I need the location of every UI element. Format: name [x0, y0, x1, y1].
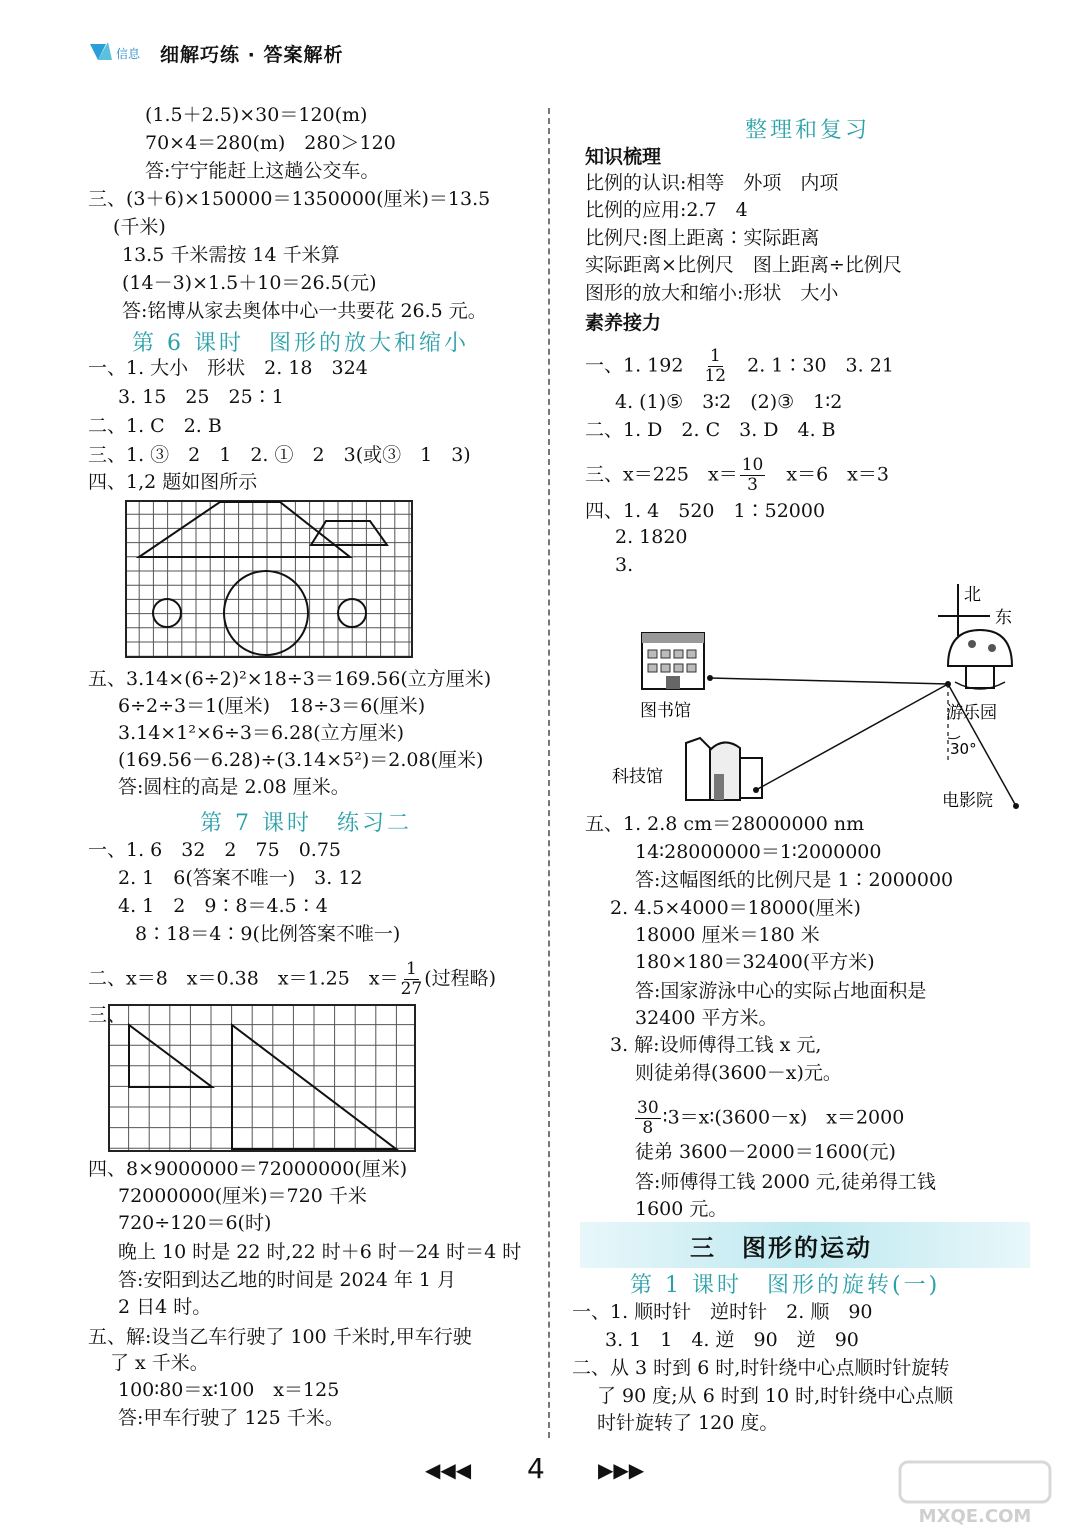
- text-line: 答:圆柱的高是 2.08 厘米。: [118, 776, 350, 798]
- next-page-arrows[interactable]: ▶▶▶: [598, 1458, 645, 1482]
- cinema-label: 电影院: [942, 791, 993, 811]
- library-icon: [642, 633, 704, 689]
- text-line: 答:甲车行驶了 125 千米。: [118, 1407, 344, 1429]
- text-line: 3.14×1²×6÷3＝6.28(立方厘米): [118, 722, 405, 744]
- section-title: 第 1 课时 图形的旋转(一): [630, 1273, 941, 1298]
- east-label: 东: [995, 608, 1012, 628]
- text-line: 二、x＝8 x＝0.38 x＝1.25 x＝ $\frac{1}{27}$ (过程略): [88, 959, 497, 999]
- text-line: 图形的放大和缩小:形状 大小: [585, 282, 839, 304]
- text-line: 一、1. 6 32 2 75 0.75: [88, 839, 342, 861]
- text-line: 180×180＝32400(平方米): [635, 951, 875, 973]
- text-line: 四、1,2 题如图所示: [88, 471, 258, 493]
- section-title: 第 7 课时 练习二: [200, 811, 412, 836]
- text-line: 时针旋转了 120 度。: [597, 1412, 779, 1434]
- angle-label: 30°: [950, 740, 977, 758]
- text-line: 6÷2÷3＝1(厘米) 18÷3＝6(厘米): [118, 695, 426, 717]
- text-line: 二、从 3 时到 6 时,时针绕中心点顺时针旋转: [572, 1357, 950, 1379]
- text-line: 一、1. 192 $\frac{1}{12}$ 2. 1∶30 3. 21: [585, 346, 894, 386]
- text-line: $\frac{30}{8}$ ∶3＝x∶(3600－x) x＝2000: [637, 1098, 905, 1138]
- text-line: 三、x＝225 x＝ $\frac{10}{3}$ x＝6 x＝3: [585, 455, 889, 495]
- circle-small: [153, 599, 181, 627]
- subheading: 知识梳理: [585, 146, 662, 168]
- text-line: 720÷120＝6(时): [118, 1212, 272, 1234]
- brand-text: 信息: [116, 47, 141, 61]
- text-line: 13.5 千米需按 14 千米算: [122, 244, 340, 266]
- text-line: 晚上 10 时是 22 时,22 时＋6 时－24 时＝4 时: [118, 1241, 522, 1263]
- text-line: 了 x 千米。: [110, 1352, 209, 1374]
- text-line: (169.56－6.28)÷(3.14×5²)＝2.08(厘米): [118, 749, 484, 771]
- text-line: 3. 15 25 25∶1: [118, 386, 284, 408]
- triangle-small: [129, 1025, 212, 1087]
- text-line: 32400 平方米。: [635, 1007, 778, 1029]
- north-label: 北: [964, 585, 981, 605]
- grid-figure-enlarge: [125, 500, 413, 658]
- grid-figure-triangles: [108, 1004, 416, 1152]
- text-line: 14∶28000000＝1∶2000000: [635, 841, 882, 863]
- text-line: 三、: [88, 1004, 127, 1026]
- section-title: 第 6 课时 图形的放大和缩小: [132, 331, 469, 356]
- text-line: 答:这幅图纸的比例尺是 1∶2000000: [635, 869, 954, 891]
- text-line: 答:安阳到达乙地的时间是 2024 年 1 月: [118, 1269, 457, 1291]
- text-line: 3. 解:设师傅得工钱 x 元,: [610, 1034, 822, 1056]
- science-museum-icon: [686, 738, 762, 800]
- text-line: 答:宁宁能赶上这趟公交车。: [145, 160, 380, 182]
- text-line: 100∶80＝x∶100 x＝125: [118, 1379, 340, 1401]
- subheading: 素养接力: [585, 312, 662, 334]
- page-header-title: 细解巧练 · 答案解析: [160, 44, 344, 66]
- amusement-park-icon: [948, 630, 1012, 689]
- text-line: 一、1. 顺时针 逆时针 2. 顺 90: [572, 1301, 873, 1323]
- text-line: (14－3)×1.5＋10＝26.5(元): [122, 272, 377, 294]
- text-line: 一、1. 大小 形状 2. 18 324: [88, 357, 368, 379]
- text-line: 1600 元。: [635, 1198, 728, 1220]
- text-line: 2. 1820: [615, 526, 688, 548]
- watermark-text: MXQE.COM: [918, 1506, 1032, 1527]
- text-line: 二、1. C 2. B: [88, 415, 222, 437]
- route-library: [710, 678, 948, 684]
- science-label: 科技馆: [612, 767, 663, 787]
- text-line: 比例的认识:相等 外项 内项: [585, 172, 839, 194]
- trapezoid-large: [139, 502, 350, 557]
- text-line: 2. 4.5×4000＝18000(厘米): [610, 897, 861, 919]
- text-line: 4. 1 2 9∶8＝4.5∶4: [118, 895, 328, 917]
- brand-logo: [88, 38, 150, 66]
- unit-title: 三 图形的运动: [690, 1234, 872, 1262]
- text-line: (千米): [113, 216, 166, 238]
- text-line: 答:国家游泳中心的实际占地面积是: [635, 980, 927, 1002]
- text-line: 答:铭博从家去奥体中心一共要花 26.5 元。: [122, 300, 487, 322]
- text-line: 2. 1 6(答案不唯一) 3. 12: [118, 867, 363, 889]
- section-title: 整理和复习: [745, 118, 871, 143]
- text-line: 比例的应用:2.7 4: [585, 199, 748, 221]
- watermark-logo: [890, 1458, 1060, 1528]
- text-line: 2 日4 时。: [118, 1296, 212, 1318]
- text-line: 五、1. 2.8 cm＝28000000 nm: [585, 813, 865, 835]
- text-line: 72000000(厘米)＝720 千米: [118, 1185, 367, 1207]
- page-number: 4: [527, 1452, 545, 1485]
- text-line: 答:师傅得工钱 2000 元,徒弟得工钱: [635, 1171, 936, 1193]
- text-line: 3. 1 1 4. 逆 90 逆 90: [605, 1329, 859, 1351]
- text-line: 比例尺:图上距离∶实际距离: [585, 227, 820, 249]
- prev-page-arrows[interactable]: ◀◀◀: [425, 1458, 472, 1482]
- text-line: 4. (1)⑤ 3∶2 (2)③ 1∶2: [615, 391, 843, 413]
- text-line: 三、(3＋6)×150000＝1350000(厘米)＝13.5: [88, 188, 491, 210]
- map-diagram: [600, 578, 1040, 818]
- text-line: 四、8×9000000＝72000000(厘米): [88, 1158, 408, 1180]
- text-line: 3.: [615, 554, 634, 576]
- route-science: [756, 684, 948, 790]
- trapezoid-small: [311, 521, 387, 545]
- text-line: 18000 厘米＝180 米: [635, 924, 820, 946]
- text-line: 8∶18＝4∶9(比例答案不唯一): [135, 923, 401, 945]
- text-line: 三、1. ③ 2 1 2. ① 2 3(或③ 1 3): [88, 444, 471, 466]
- text-line: 70×4＝280(m) 280＞120: [145, 132, 396, 154]
- amusement-label: 游乐园: [946, 703, 997, 723]
- text-line: 五、解:设当乙车行驶了 100 千米时,甲车行驶: [88, 1326, 472, 1348]
- text-line: 五、3.14×(6÷2)²×18÷3＝169.56(立方厘米): [88, 668, 492, 690]
- text-line: (1.5＋2.5)×30＝120(m): [145, 104, 368, 126]
- column-divider: [548, 108, 550, 1438]
- text-line: 则徒弟得(3600－x)元。: [635, 1062, 842, 1084]
- text-line: 了 90 度;从 6 时到 10 时,时针绕中心点顺: [597, 1385, 954, 1407]
- library-label: 图书馆: [640, 701, 691, 721]
- text-line: 二、1. D 2. C 3. D 4. B: [585, 419, 836, 441]
- text-line: 徒弟 3600－2000＝1600(元): [635, 1141, 896, 1163]
- text-line: 四、1. 4 520 1∶52000: [585, 500, 826, 522]
- text-line: 实际距离×比例尺 图上距离÷比例尺: [585, 254, 902, 276]
